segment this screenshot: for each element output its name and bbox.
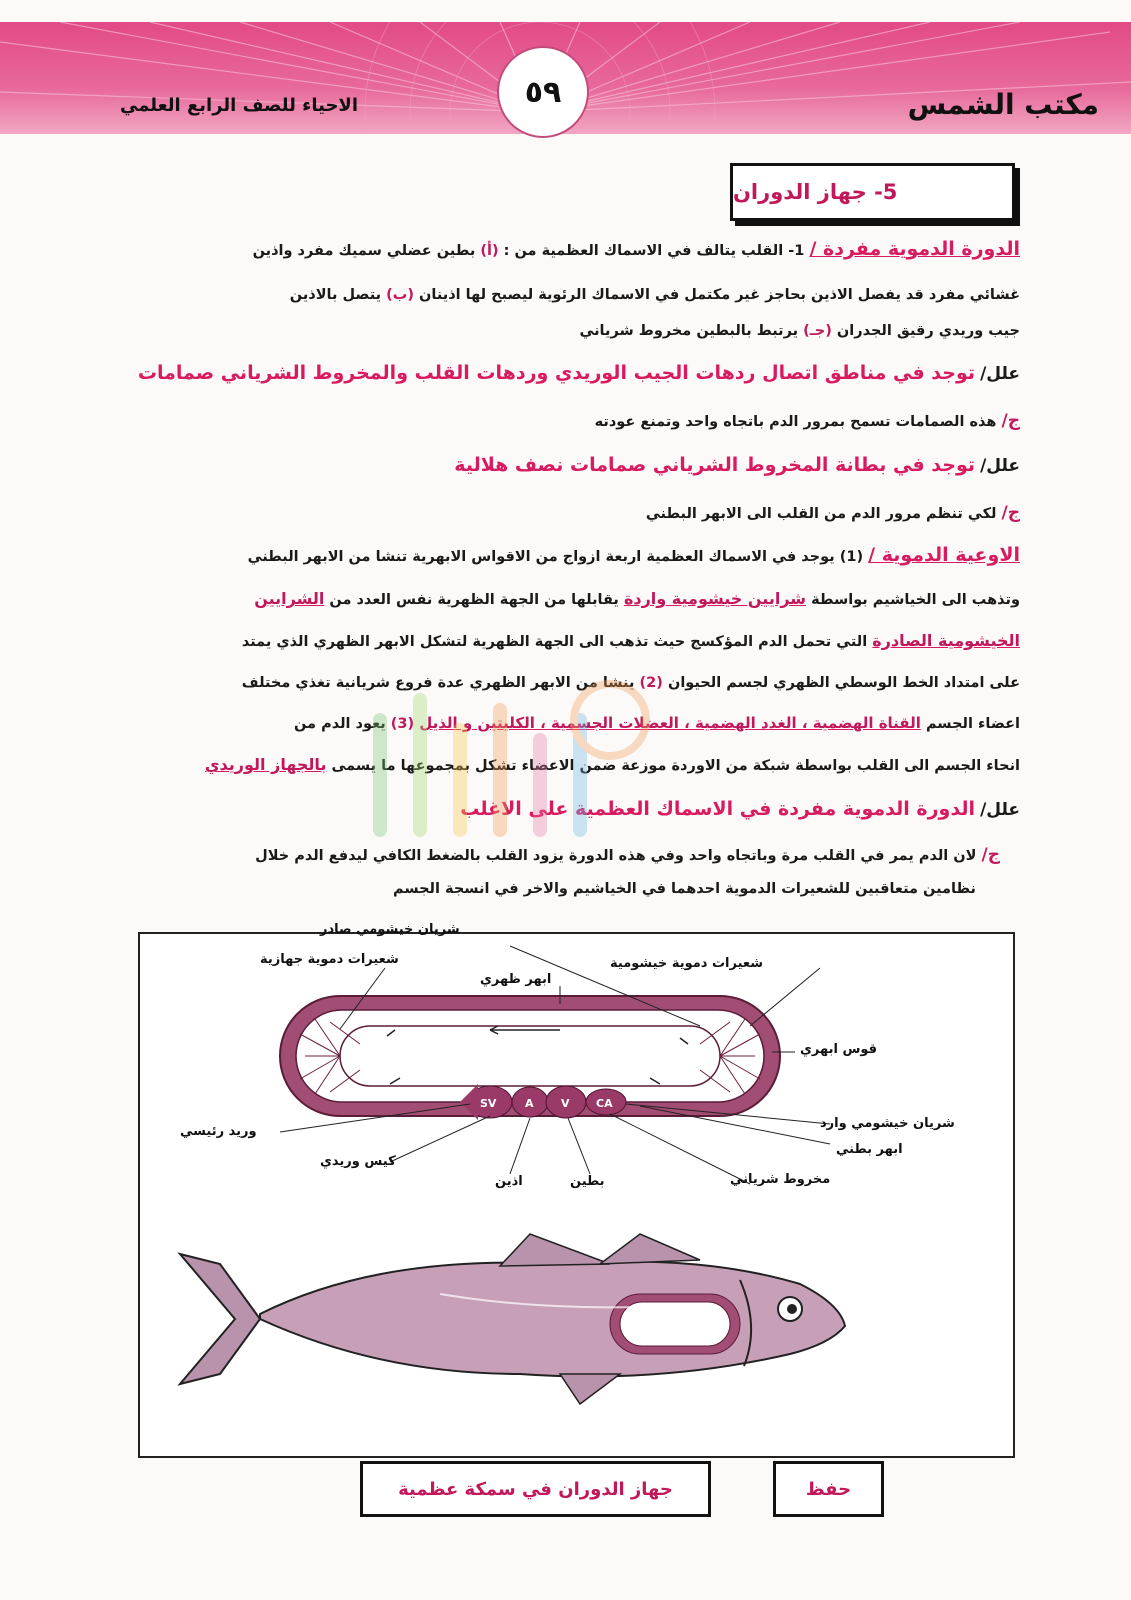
question-text: توجد في بطانة المخروط الشرياني صمامات نصف هلالية xyxy=(454,454,975,476)
term-afferent-arteries: شرايين خيشومية واردة xyxy=(623,589,806,608)
text: غشائي مفرد قد يفصل الاذين بحاجز غير مكتمل في الاسماك الرئوية ليصبح لها اذينان xyxy=(419,287,1020,303)
text: بطين عضلي سميك مفرد واذين xyxy=(252,243,476,259)
vessels-line-2 xyxy=(254,586,1020,613)
label-gill-capillaries: شعيرات دموية خيشومية xyxy=(610,956,764,971)
label-ventral-aorta: ابهر بطني xyxy=(836,1142,903,1157)
text: يقابلها من الجهة الظهرية نفس العدد من xyxy=(329,592,619,608)
answer-2 xyxy=(646,500,1020,527)
term-arteries: الشرايين xyxy=(254,589,325,608)
diagram-caption: جهاز الدوران في سمكة عظمية xyxy=(360,1461,711,1517)
text: يوجد في الاسماك العظمية اربعة ازواج من الاقواس الابهرية تنشا من الابهر البطني xyxy=(247,549,835,565)
line-3 xyxy=(579,318,1020,344)
term-organs-list: القناة الهضمية ، الغدد الهضمية ، العضلات الجسمية ، الكليتين و الذيل xyxy=(419,714,921,732)
answer-label: ج/ xyxy=(1001,503,1020,523)
label-ca: CA xyxy=(596,1097,613,1110)
term-efferent: الخيشومية الصادرة xyxy=(872,631,1020,650)
text: يتصل بالاذين xyxy=(289,287,382,303)
section-title: 5- جهاز الدوران xyxy=(730,163,1015,221)
text: يعود الدم من xyxy=(294,716,386,732)
watermark-logo-icon xyxy=(360,660,660,850)
text: على امتداد الخط الوسطي الظهري لجسم الحيوان xyxy=(667,675,1020,691)
marker-a: (أ) xyxy=(480,243,499,259)
label-efferent-artery: شريان خيشومي صادر xyxy=(320,922,460,937)
text: يرتبط بالبطين مخروط شرياني xyxy=(579,323,799,339)
text: ينشا من الابهر الظهري عدة فروع شريانية تغذي مختلف xyxy=(241,675,635,691)
header-office-logo: مكتب الشمس xyxy=(907,88,1099,121)
text: انحاء الجسم الى القلب بواسطة شبكة من الاوردة موزعة ضمن الاعضاء تشكل بمجموعها ما يسمى xyxy=(331,758,1020,774)
label-conus-arteriosus: مخروط شرياني xyxy=(730,1172,831,1187)
label-sinus-venosus: كيس وريدي xyxy=(320,1154,396,1169)
label-afferent-artery: شريان خيشومي وارد xyxy=(820,1116,955,1131)
label-aortic-arch: قوس ابهري xyxy=(800,1042,878,1057)
question-label: علل/ xyxy=(980,456,1020,476)
text: اعضاء الجسم xyxy=(925,716,1020,732)
answer-text: نظامين متعاقبين للشعيرات الدموية احدهما في الخياشيم والاخر في انسجة الجسم xyxy=(392,881,976,897)
label-body-capillaries: شعيرات دموية جهازية xyxy=(260,952,399,967)
answer-text: لكي تنظم مرور الدم من القلب الى الابهر البطني xyxy=(645,506,997,522)
text: التي تحمل الدم المؤكسج حيث تذهب الى الجهة الظهرية لتشكل الابهر الظهري الذي يمتد xyxy=(241,634,868,650)
question-label: علل/ xyxy=(980,800,1020,820)
marker-b: (ب) xyxy=(386,287,414,303)
question-1 xyxy=(138,360,1020,388)
answer-label: ج/ xyxy=(981,845,1000,865)
circulation-diagram xyxy=(138,922,1015,1458)
marker-3: (3) xyxy=(390,716,415,732)
fish-illustration-icon xyxy=(180,1234,845,1404)
text: 1- القلب يتالف في الاسماك العظمية من : xyxy=(503,243,805,259)
marker-2: (2) xyxy=(639,675,663,691)
question-2 xyxy=(454,452,1020,480)
label-sv: SV xyxy=(480,1097,497,1110)
label-ventricle: بطين xyxy=(570,1174,605,1189)
line-1 xyxy=(253,236,1020,264)
answer-1 xyxy=(595,408,1020,435)
memorize-badge: حفظ xyxy=(773,1461,884,1517)
page-number: ٥٩ xyxy=(497,46,589,138)
line-2 xyxy=(290,282,1020,308)
question-label: علل/ xyxy=(980,364,1020,384)
answer-text: لان الدم يمر في القلب مرة وباتجاه واحد وفي هذه الدورة يزود القلب بالضغط الكافي ليدفع الدم خلال xyxy=(255,848,977,864)
label-atrium: اذين xyxy=(495,1174,523,1189)
label-a: A xyxy=(525,1097,534,1110)
vessels-line-3 xyxy=(242,628,1020,655)
heading-single-circulation: الدورة الدموية مفردة / xyxy=(809,238,1020,260)
marker-1: (1) xyxy=(839,549,864,565)
label-dorsal-aorta: ابهر ظهري xyxy=(480,972,552,987)
answer-3-cont xyxy=(393,876,976,902)
answer-text: هذه الصمامات تسمح بمرور الدم باتجاه واحد وتمنع عودته xyxy=(594,414,997,430)
heading-blood-vessels: الاوعية الدموية / xyxy=(868,544,1020,566)
question-text: توجد في مناطق اتصال ردهات الجيب الوريدي وردهات القلب والمخروط الشرياني صمامات xyxy=(137,362,975,384)
label-main-vein: وريد رئيسي xyxy=(180,1124,257,1139)
text: جيب وريدي رقيق الجدران xyxy=(836,323,1020,339)
term-venous-system: بالجهاز الوريدي xyxy=(204,755,327,774)
circulation-diagram-svg xyxy=(140,934,1013,1456)
label-v: V xyxy=(561,1097,570,1110)
vessels-line-1 xyxy=(248,542,1020,570)
question-text: الدورة الدموية مفردة في الاسماك العظمية على الاغلب xyxy=(460,798,975,820)
text: وتذهب الى الخياشيم بواسطة xyxy=(811,592,1020,608)
header-subject-title: الاحياء للصف الرابع العلمي xyxy=(120,95,358,116)
marker-c: (جـ) xyxy=(803,323,832,339)
answer-label: ج/ xyxy=(1001,411,1020,431)
